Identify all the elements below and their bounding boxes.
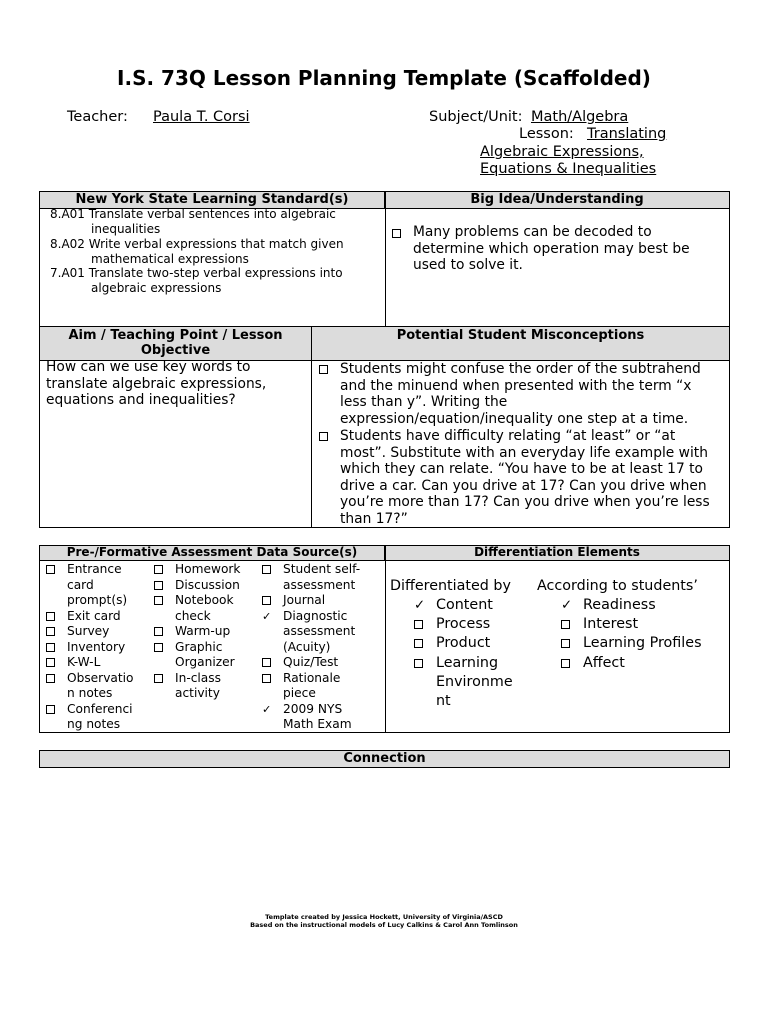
- misconception-line: you’re more than 17? Can you drive when you’re less: [340, 494, 710, 510]
- label-line: Product: [436, 635, 491, 652]
- big-idea-line: Many problems can be decoded to: [413, 224, 652, 240]
- assessment-col2-label: [175, 640, 235, 671]
- misconceptions-header: Potential Student Misconceptions: [312, 327, 729, 361]
- lesson-label: Lesson:: [519, 126, 574, 142]
- footer: [0, 913, 768, 929]
- checkbox-icon[interactable]: [46, 658, 55, 667]
- assessment-col2-item[interactable]: [154, 640, 235, 671]
- label-line: Exit card: [67, 608, 121, 623]
- misconception-line: Students might confuse the order of the subtrahend: [340, 361, 701, 377]
- checkbox-icon[interactable]: [154, 643, 163, 652]
- checkbox-icon[interactable]: [46, 643, 55, 652]
- according-to-students-item[interactable]: [561, 615, 638, 634]
- differentiated-by-label: [436, 615, 490, 634]
- label-line: Journal: [283, 593, 326, 607]
- aim-header: [40, 327, 312, 361]
- lesson-value-line2: Algebraic Expressions,: [480, 144, 644, 160]
- big-idea-header: Big Idea/Understanding: [385, 192, 729, 209]
- differentiated-by-label: [436, 596, 493, 615]
- label-line: Inventory: [67, 639, 126, 654]
- checkbox-icon[interactable]: [561, 659, 570, 668]
- differentiated-by-label: [436, 654, 513, 712]
- big-idea-line: determine which operation may best be: [413, 240, 690, 257]
- assessment-col3-item[interactable]: [262, 593, 325, 609]
- lesson-value-line3: Equations & Inequalities: [480, 161, 657, 177]
- checkmark-icon[interactable]: ✓: [414, 598, 426, 613]
- assessment-col1-item[interactable]: [46, 702, 133, 733]
- standard-text: Write verbal expressions that match given: [88, 237, 344, 251]
- misconception-item-2: [340, 428, 710, 527]
- label-line: Notebook: [175, 593, 234, 607]
- misconception-line: and the minuend when presented with the term “x: [340, 377, 692, 394]
- big-idea-text: [413, 224, 690, 274]
- big-idea-line: used to solve it.: [413, 257, 523, 273]
- checkbox-icon[interactable]: [414, 620, 423, 629]
- assessment-col3-label: [283, 609, 355, 656]
- assessment-col3-label: [283, 655, 338, 671]
- assessment-col1-label: [67, 655, 100, 671]
- label-line: activity: [175, 686, 220, 700]
- page-title: I.S. 73Q Lesson Planning Template (Scaffolded): [117, 66, 651, 90]
- label-line: Conferenci: [67, 701, 133, 716]
- checkbox-icon[interactable]: [414, 659, 423, 668]
- checkbox-icon[interactable]: [262, 658, 271, 667]
- assessment-col3-label: [283, 702, 352, 733]
- checkbox-icon[interactable]: [262, 565, 271, 574]
- connection-section: [39, 750, 730, 768]
- checkbox-icon[interactable]: [46, 705, 55, 714]
- according-to-students-label: [583, 596, 656, 615]
- assessment-col3-item[interactable]: [262, 609, 355, 656]
- aim-line: translate algebraic expressions,: [46, 375, 267, 392]
- assessment-col2-item[interactable]: [154, 562, 240, 578]
- aim-header-line1: Aim / Teaching Point / Lesson: [68, 328, 283, 343]
- differentiated-by-label: [436, 634, 490, 653]
- standard-item-1: [50, 207, 336, 223]
- lesson-value-line1: Translating: [587, 126, 667, 142]
- standard-item-3-cont: algebraic expressions: [91, 281, 222, 295]
- standard-item-2-cont: mathematical expressions: [91, 252, 249, 266]
- assessment-col3-label: [283, 671, 340, 702]
- misconception-line: less than y”. Writing the: [340, 394, 508, 410]
- label-line: card: [67, 577, 94, 592]
- label-line: assessment: [283, 577, 356, 592]
- standard-text: Translate two-step verbal expressions into: [88, 266, 343, 280]
- according-to-students-item[interactable]: [561, 654, 625, 673]
- checkbox-icon[interactable]: [561, 620, 570, 629]
- label-line: Diagnostic: [283, 608, 348, 623]
- subject-value: Math/Algebra: [531, 109, 629, 125]
- label-line: Quiz/Test: [283, 655, 339, 669]
- assessment-col2-item[interactable]: [154, 593, 234, 624]
- label-line: Warm-up: [175, 624, 231, 638]
- differentiated-by-item[interactable]: [414, 634, 490, 653]
- teacher-label: Teacher:: [67, 109, 128, 125]
- assessment-col1-item[interactable]: [46, 624, 109, 640]
- checkbox-icon[interactable]: [46, 674, 55, 683]
- label-line: In-class: [175, 670, 221, 685]
- standard-code: 8.A01: [50, 207, 85, 221]
- assessment-col2-label: [175, 624, 230, 640]
- standard-text: Translate verbal sentences into algebraic: [88, 207, 336, 221]
- assessment-col1-label: [67, 562, 127, 609]
- aim-text: [46, 359, 266, 409]
- label-line: Survey: [67, 624, 110, 638]
- checkbox-icon[interactable]: [154, 581, 163, 590]
- connection-header: Connection: [343, 751, 426, 766]
- misconception-checkbox-2[interactable]: [319, 432, 328, 441]
- misconception-line: than 17?”: [340, 510, 408, 527]
- label-line: Math Exam: [283, 717, 352, 731]
- assessment-col1-item[interactable]: [46, 655, 100, 671]
- footer-line1: Template created by Jessica Hockett, University of Virginia/ASCD: [265, 913, 503, 921]
- checkmark-icon[interactable]: ✓: [561, 598, 573, 613]
- misconception-checkbox-1[interactable]: [319, 365, 328, 374]
- label-line: nt: [436, 693, 451, 709]
- standard-item-3: [50, 266, 343, 282]
- according-to-students-label: [583, 615, 638, 634]
- assessment-col2-item[interactable]: [154, 624, 230, 640]
- differentiated-by-item[interactable]: [414, 654, 513, 712]
- according-to-students-label: [583, 634, 702, 653]
- label-line: Process: [436, 616, 491, 633]
- assessment-col1-item[interactable]: [46, 640, 125, 656]
- assessment-col3-item[interactable]: [262, 655, 338, 671]
- misconception-line: expression/equation/inequality one step at a time.: [340, 410, 689, 427]
- label-line: Readiness: [583, 597, 656, 613]
- according-to-students-label: [583, 654, 625, 673]
- misconception-line: drive a car. Can you drive at 17? Can you drive when: [340, 477, 707, 494]
- label-line: prompt(s): [67, 593, 128, 607]
- label-line: Environme: [436, 673, 513, 690]
- assessment-col2-label: [175, 671, 221, 702]
- assessment-col1-label: [67, 609, 121, 625]
- label-line: (Acuity): [283, 639, 331, 654]
- label-line: Organizer: [175, 655, 235, 669]
- misconception-line: Students have difficulty relating “at least” or “at: [340, 428, 676, 444]
- label-line: Learning Profiles: [583, 635, 702, 652]
- assessment-col2-label: [175, 578, 240, 594]
- differentiated-by-item[interactable]: [414, 596, 493, 615]
- according-to-students-item[interactable]: [561, 634, 702, 653]
- checkbox-icon[interactable]: [154, 627, 163, 636]
- assessment-col3-item[interactable]: [262, 702, 352, 733]
- assessment-col1-label: [67, 640, 125, 656]
- assessment-col1-item[interactable]: [46, 609, 121, 625]
- label-line: Interest: [583, 616, 639, 633]
- assessment-col2-label: [175, 562, 240, 578]
- label-line: ng notes: [67, 717, 121, 731]
- assessment-col1-item[interactable]: [46, 671, 134, 702]
- differentiation-header: Differentiation Elements: [385, 546, 729, 561]
- label-line: K-W-L: [67, 655, 101, 669]
- label-line: 2009 NYS: [283, 701, 343, 716]
- big-idea-checkbox[interactable]: [392, 229, 401, 238]
- assessment-header: Pre-/Formative Assessment Data Source(s): [40, 546, 385, 561]
- label-line: Student self-: [283, 562, 361, 576]
- assessment-col2-item[interactable]: [154, 671, 221, 702]
- checkbox-icon[interactable]: [154, 565, 163, 574]
- aim-line: How can we use key words to: [46, 359, 251, 375]
- checkbox-icon[interactable]: [262, 596, 271, 605]
- assessment-col1-label: [67, 671, 134, 702]
- aim-header-line2: Objective: [140, 343, 211, 358]
- label-line: Rationale: [283, 670, 341, 685]
- assessment-col1-label: [67, 702, 133, 733]
- standard-code: 8.A02: [50, 237, 85, 251]
- label-line: Homework: [175, 562, 241, 576]
- according-to-students-item[interactable]: [561, 596, 656, 615]
- footer-line2: Based on the instructional models of Lucy Calkins & Carol Ann Tomlinson: [250, 921, 518, 929]
- label-line: Content: [436, 597, 493, 613]
- misconception-line: most”. Substitute with an everyday life example with: [340, 444, 708, 461]
- label-line: Graphic: [175, 639, 223, 654]
- label-line: piece: [283, 686, 316, 700]
- label-line: assessment: [283, 624, 356, 638]
- label-line: Affect: [583, 654, 625, 671]
- subject-label: Subject/Unit:: [429, 109, 523, 125]
- misconception-item-1: [340, 361, 701, 427]
- differentiated-by-item[interactable]: [414, 615, 490, 634]
- differentiated-by-label: Differentiated by: [390, 578, 511, 594]
- checkbox-icon[interactable]: [46, 612, 55, 621]
- checkbox-icon[interactable]: [154, 596, 163, 605]
- checkbox-icon[interactable]: [154, 674, 163, 683]
- assessment-col1-item[interactable]: [46, 562, 127, 609]
- assessment-col3-label: [283, 562, 360, 593]
- checkbox-icon[interactable]: [561, 639, 570, 648]
- assessment-col3-item[interactable]: [262, 671, 340, 702]
- label-line: Discussion: [175, 577, 240, 592]
- label-line: Entrance: [67, 562, 122, 576]
- label-line: n notes: [67, 686, 113, 700]
- checkbox-icon[interactable]: [46, 565, 55, 574]
- checkbox-icon[interactable]: [262, 674, 271, 683]
- assessment-col2-item[interactable]: [154, 578, 240, 594]
- according-to-students-label: According to students’: [537, 578, 698, 594]
- misconception-line: which they can relate. “You have to be at least 17 to: [340, 461, 703, 477]
- label-line: check: [175, 608, 211, 623]
- checkbox-icon[interactable]: [46, 627, 55, 636]
- checkmark-icon[interactable]: ✓: [262, 702, 272, 716]
- assessment-col1-label: [67, 624, 109, 640]
- standard-item-1-cont: inequalities: [91, 222, 161, 236]
- assessment-col3-item[interactable]: [262, 562, 360, 593]
- teacher-name: Paula T. Corsi: [153, 109, 250, 125]
- assessment-col2-label: [175, 593, 234, 624]
- label-line: Observatio: [67, 670, 134, 685]
- checkbox-icon[interactable]: [414, 639, 423, 648]
- label-line: Learning: [436, 654, 499, 671]
- standards-header: New York State Learning Standard(s): [40, 192, 385, 209]
- standard-code: 7.A01: [50, 266, 85, 280]
- standard-item-2: [50, 237, 344, 253]
- checkmark-icon[interactable]: ✓: [262, 609, 272, 623]
- assessment-col3-label: [283, 593, 325, 609]
- aim-line: equations and inequalities?: [46, 392, 236, 408]
